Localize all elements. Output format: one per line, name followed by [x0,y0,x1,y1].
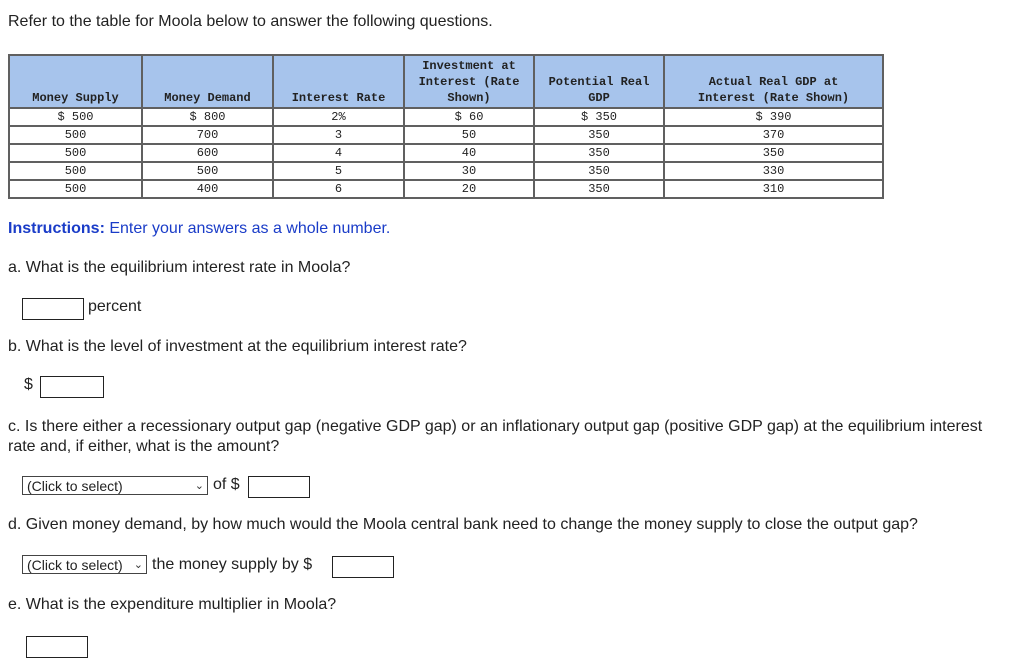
cell-supply: 500 [9,126,142,144]
answer-d-select[interactable] [22,555,147,574]
cell-supply: $ 500 [9,108,142,126]
header-interest-rate: Interest Rate [273,55,404,108]
question-e: e. What is the expenditure multiplier in Moola? [8,596,337,613]
answer-b-dollar-sign: $ [24,376,33,393]
cell-rate: 2% [273,108,404,126]
header-actual-l2: Interest (Rate Shown) [697,91,850,105]
header-money-demand: Money Demand [142,55,273,108]
cell-demand: 400 [142,180,273,198]
moola-table [8,54,884,199]
instructions-text: Enter your answers as a whole number. [104,220,391,237]
cell-investment: 30 [404,162,534,180]
table-row [9,180,883,198]
header-actual-gdp [664,55,883,108]
cell-potential: 350 [534,144,664,162]
cell-rate: 3 [273,126,404,144]
cell-potential: 350 [534,162,664,180]
header-potential-l1: Potential Real [548,75,650,89]
question-c: c. Is there either a recessionary output gap (negative GDP gap) or an inflationary output gap (positive GDP gap) at the equilibrium interest rate and, if either, what is the amount? [8,418,983,455]
answer-d-select-value: (Click to select) [27,557,123,573]
cell-actual: 370 [664,126,883,144]
cell-potential: 350 [534,126,664,144]
cell-rate: 4 [273,144,404,162]
answer-c-select[interactable] [22,476,208,495]
header-actual-l1: Actual Real GDP at [708,75,839,89]
answer-c-select-value: (Click to select) [27,478,123,494]
cell-investment: 50 [404,126,534,144]
cell-actual: 350 [664,144,883,162]
header-investment-l3: Shown) [447,91,491,105]
cell-supply: 500 [9,180,142,198]
header-potential-gdp [534,55,664,108]
cell-investment: 40 [404,144,534,162]
cell-actual: 310 [664,180,883,198]
table-header-row [9,55,883,108]
cell-potential: $ 350 [534,108,664,126]
cell-demand: 500 [142,162,273,180]
cell-rate: 5 [273,162,404,180]
table-row [9,126,883,144]
cell-investment: 20 [404,180,534,198]
question-a: a. What is the equilibrium interest rate in Moola? [8,259,351,276]
answer-c-input[interactable] [248,476,310,498]
cell-supply: 500 [9,162,142,180]
cell-rate: 6 [273,180,404,198]
answer-d-label: the money supply by $ [152,556,313,573]
cell-actual: $ 390 [664,108,883,126]
answer-a-unit: percent [88,298,142,315]
cell-demand: $ 800 [142,108,273,126]
cell-supply: 500 [9,144,142,162]
cell-actual: 330 [664,162,883,180]
header-investment [404,55,534,108]
answer-b-input[interactable] [40,376,104,398]
header-investment-l1: Investment at [422,59,516,73]
answer-e-input[interactable] [26,636,88,658]
instructions-label: Instructions: [8,220,105,237]
question-b: b. What is the level of investment at the equilibrium interest rate? [8,338,467,355]
cell-demand: 600 [142,144,273,162]
header-potential-l2: GDP [588,91,610,105]
answer-c-label: of $ [213,476,240,493]
header-investment-l2: Interest (Rate [418,75,520,89]
answer-a-input[interactable] [22,298,84,320]
header-money-supply: Money Supply [9,55,142,108]
table-row [9,108,883,126]
cell-investment: $ 60 [404,108,534,126]
chevron-down-icon: ⌄ [194,480,204,492]
table-row [9,162,883,180]
table-row [9,144,883,162]
cell-potential: 350 [534,180,664,198]
cell-demand: 700 [142,126,273,144]
answer-d-input[interactable] [332,556,394,578]
intro-text: Refer to the table for Moola below to answer the following questions. [8,13,493,30]
chevron-down-icon: ⌄ [133,559,143,571]
question-d: d. Given money demand, by how much would the Moola central bank need to change the money supply to close the output gap? [8,516,918,533]
instructions [8,220,390,238]
